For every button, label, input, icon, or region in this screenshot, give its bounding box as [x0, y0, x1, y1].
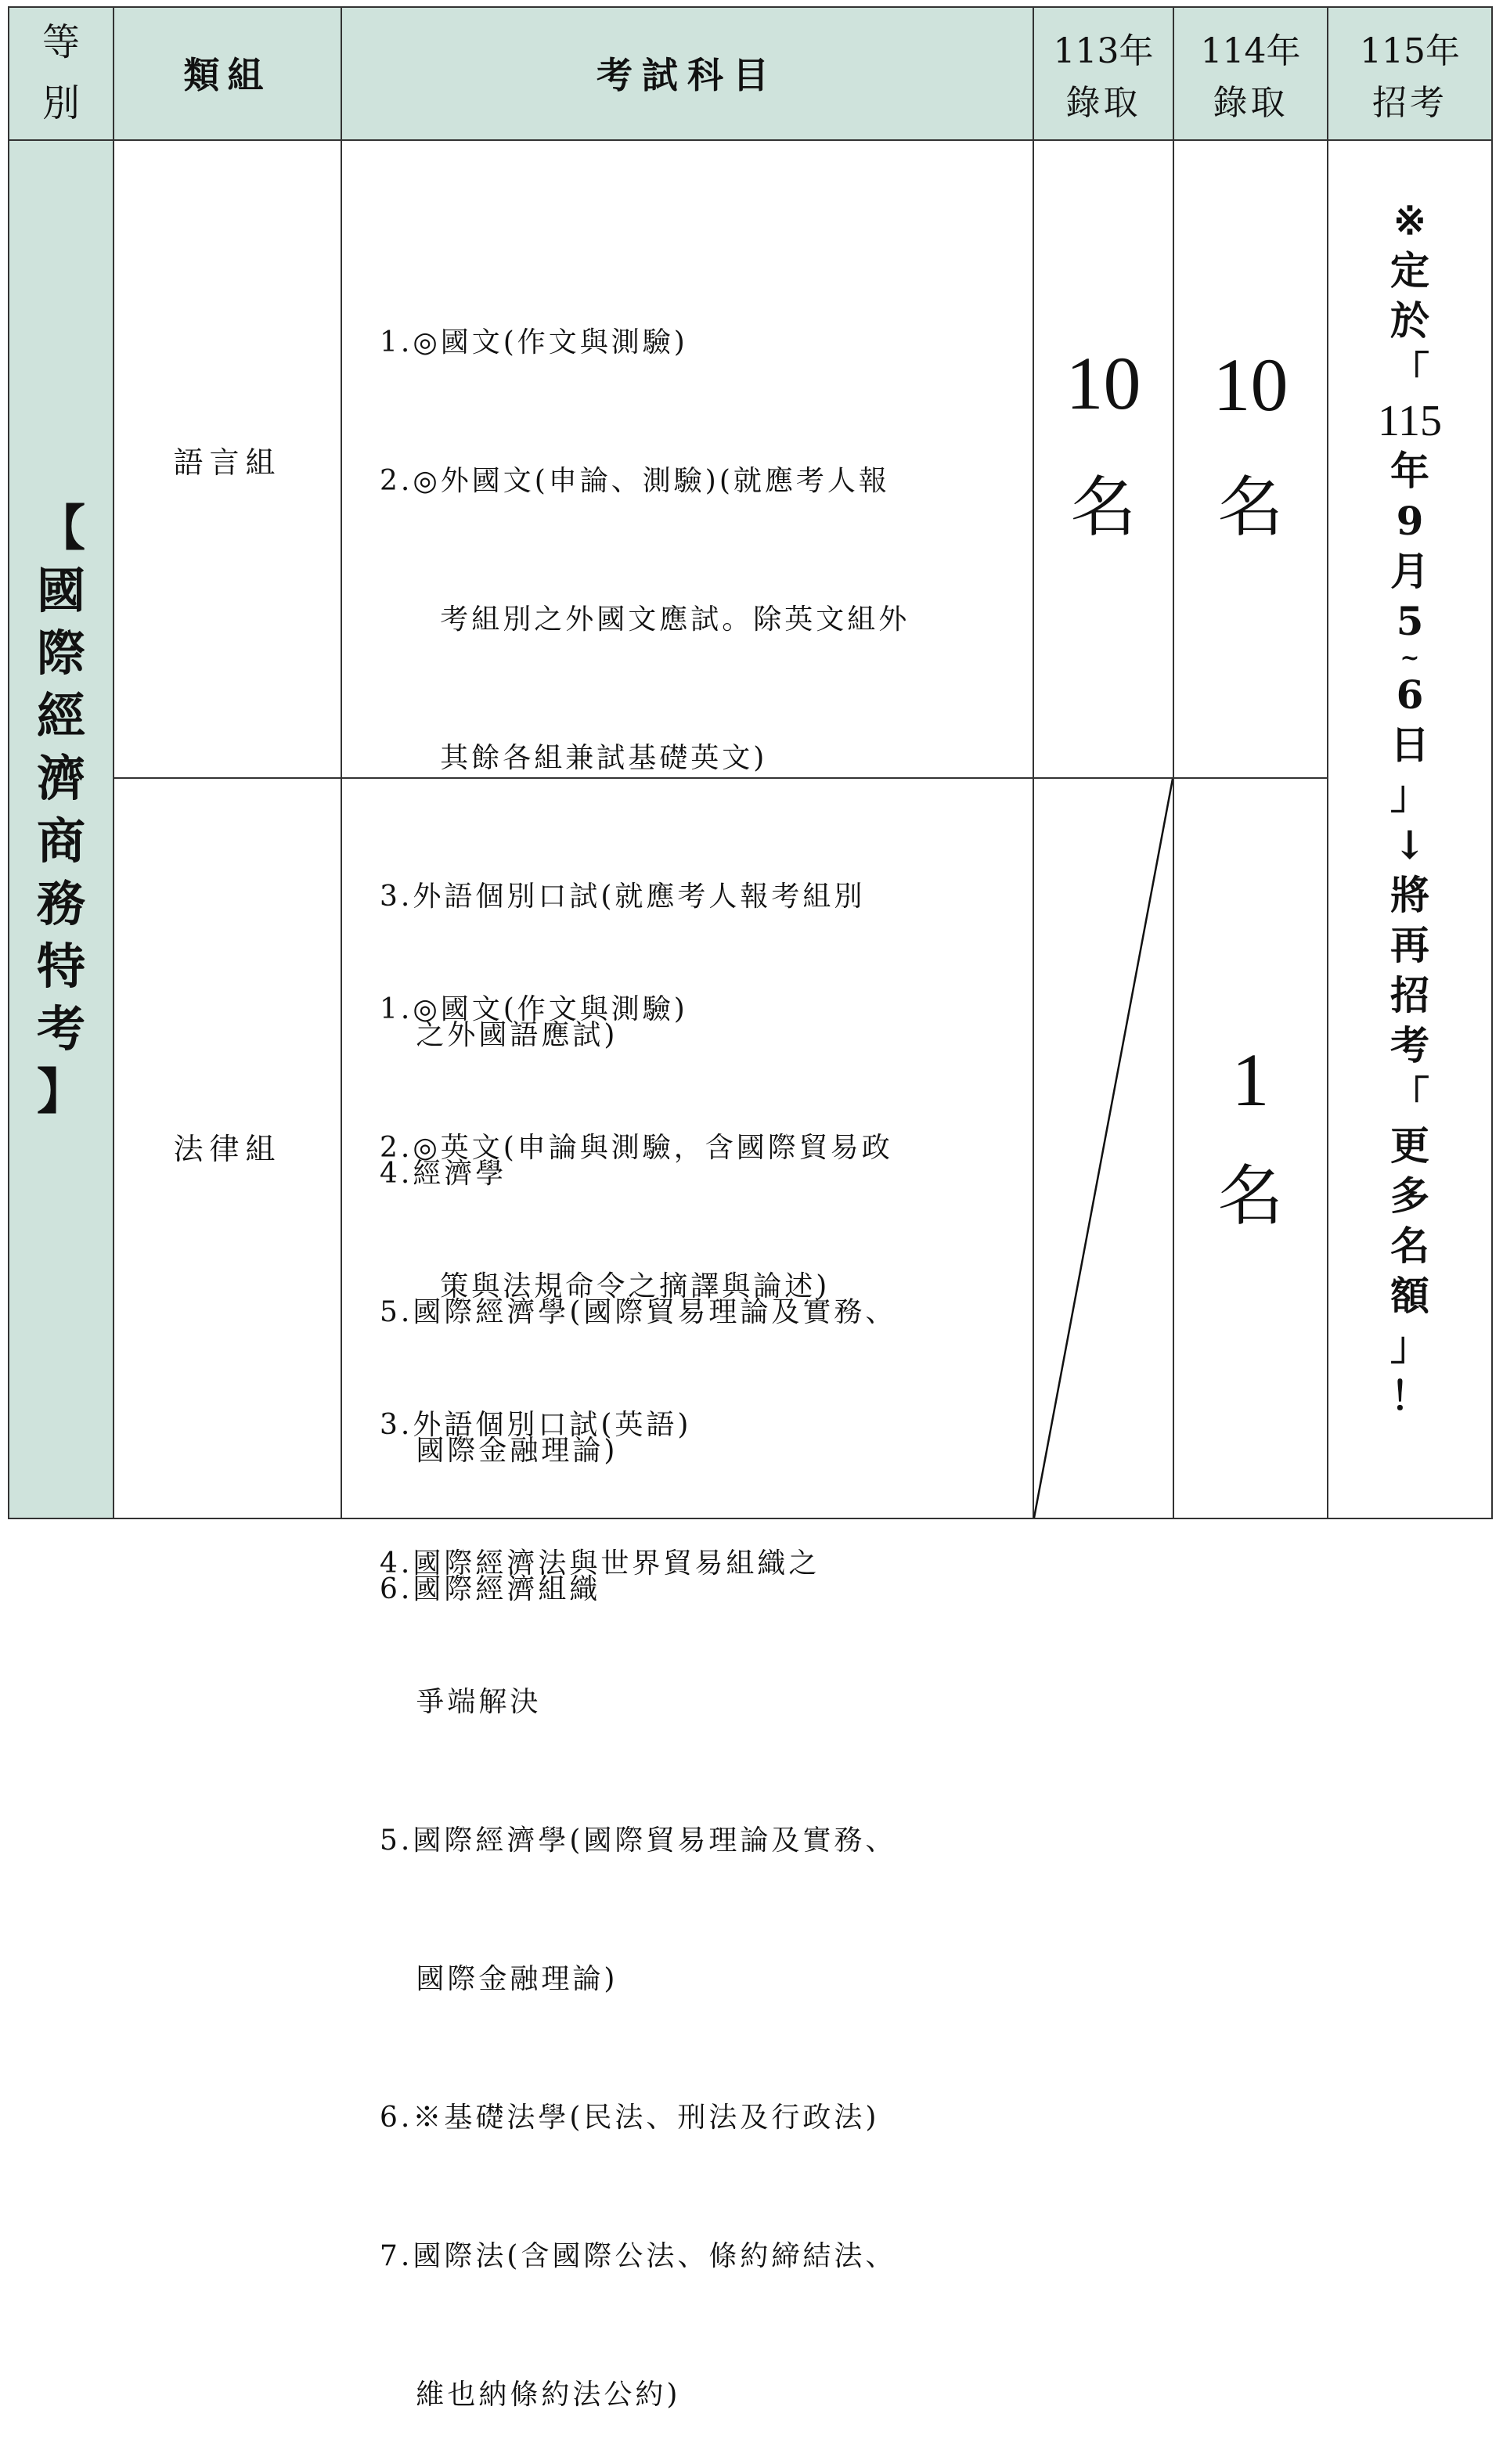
- notice-char: 5: [1396, 598, 1424, 644]
- row1-113-number: 10: [1065, 341, 1141, 425]
- exam-name-char: 【: [36, 499, 85, 557]
- row1-114-number: 10: [1213, 343, 1289, 427]
- row2-category-label: 法律組: [173, 1132, 282, 1166]
- header-level-char-2: 別: [41, 81, 80, 125]
- subject-line: 6.※基礎法學(民法、刑法及行政法): [380, 2102, 880, 2134]
- subject-line: 維也納條約法公約): [380, 2379, 681, 2411]
- exam-name-char: 國: [36, 562, 85, 619]
- subject-line: 國際金融理論): [380, 1963, 618, 1995]
- notice-char: 日: [1390, 722, 1429, 768]
- subject-line: 2.◎英文(申論與測驗，含國際貿易政: [380, 1132, 893, 1164]
- notice-char: 將: [1390, 872, 1429, 918]
- exam-name-char: 商: [36, 812, 85, 870]
- subject-line: 5.國際經濟學(國際貿易理論及實務、: [380, 1825, 897, 1857]
- header-category-label: 類組: [183, 54, 272, 96]
- header-subjects-label: 考試科目: [597, 54, 778, 96]
- notice-115-cell: [1327, 139, 1493, 1519]
- subject-line: 2.◎外國文(申論、測驗)(就應考人報: [380, 465, 890, 497]
- subject-line: 爭端解決: [380, 1686, 542, 1718]
- subject-line: 國際金融理論): [380, 1435, 618, 1467]
- notice-char: ~: [1400, 644, 1420, 672]
- row2-114-number: 1: [1231, 1038, 1270, 1122]
- notice-char: 115: [1378, 397, 1442, 445]
- notice-char: 招: [1390, 972, 1429, 1018]
- notice-char: 」: [1390, 772, 1429, 818]
- notice-char: 」: [1390, 1323, 1429, 1369]
- notice-char: 額: [1390, 1273, 1429, 1319]
- notice-char: ※: [1393, 197, 1426, 243]
- notice-char: 「: [1390, 348, 1429, 394]
- subject-line: 4.國際經濟法與世界貿易組織之: [380, 1547, 820, 1580]
- exam-name-char: 際: [36, 625, 85, 682]
- subject-line: 6.國際經濟組織: [380, 1573, 601, 1605]
- notice-char: 多: [1390, 1173, 1429, 1219]
- header-114-year: 114年: [1200, 31, 1301, 71]
- header-category-cell: [113, 6, 342, 141]
- notice-char: ！: [1390, 1373, 1429, 1419]
- header-113-label: 錄取: [1065, 83, 1141, 123]
- header-level-char-1: 等: [41, 20, 80, 64]
- subject-line: 1.◎國文(作文與測驗): [380, 326, 688, 358]
- subject-line: 7.國際法(含國際公法、條約締結法、: [380, 2240, 897, 2272]
- notice-char: 再: [1390, 922, 1429, 968]
- subject-line: 考組別之外國文應試。除英文組外: [380, 603, 910, 636]
- subject-line: 策與法規命令之摘譯與論述): [380, 1270, 831, 1302]
- notice-char: 更: [1390, 1122, 1429, 1169]
- header-114-label: 錄取: [1213, 83, 1289, 123]
- header-113-year: 113年: [1053, 31, 1154, 71]
- exam-name-char: 】: [36, 1063, 85, 1120]
- notice-char: 「: [1390, 1072, 1429, 1119]
- exam-name-char: 考: [36, 1000, 85, 1057]
- exam-name-cell: [8, 139, 114, 1519]
- header-115-label: 招考: [1372, 83, 1447, 123]
- row2-subject-list: [380, 894, 896, 2464]
- header-114-cell: [1173, 6, 1328, 141]
- header-115-cell: [1327, 6, 1493, 141]
- header-subjects-cell: [341, 6, 1034, 141]
- notice-char: 9: [1396, 498, 1424, 544]
- notice-char: 6: [1396, 672, 1424, 718]
- row1-114-cell: [1173, 139, 1328, 779]
- row1-category-cell: [113, 139, 342, 779]
- row2-113-cell: [1033, 777, 1174, 1519]
- subject-line: 1.◎國文(作文與測驗): [380, 993, 688, 1025]
- subject-line: 其餘各組兼試基礎英文): [380, 742, 768, 774]
- row1-113-cell: [1033, 139, 1174, 779]
- notice-char: 定: [1390, 247, 1429, 294]
- row2-category-cell: [113, 777, 342, 1519]
- exam-name-char: 務: [36, 875, 85, 932]
- notice-115-vertical: [1328, 196, 1491, 1421]
- notice-char: 於: [1390, 297, 1429, 344]
- subject-line: 之外國語應試): [380, 1019, 618, 1051]
- notice-char: 考: [1390, 1022, 1429, 1068]
- row2-114-unit: 名: [1217, 1161, 1284, 1234]
- exam-name-char: 濟: [36, 750, 85, 807]
- down-arrow-icon: ↓: [1393, 822, 1426, 868]
- subject-line: 3.外語個別口試(就應考人報考組別: [380, 881, 866, 913]
- notice-char: 月: [1390, 548, 1429, 594]
- notice-char: 名: [1390, 1223, 1429, 1269]
- subject-line: 3.外語個別口試(英語): [380, 1409, 692, 1441]
- notice-char: 年: [1390, 448, 1429, 494]
- row1-114-unit: 名: [1217, 472, 1284, 545]
- header-level-cell: [8, 6, 114, 141]
- row1-category-label: 語言組: [173, 445, 282, 480]
- header-115-year: 115年: [1360, 31, 1460, 71]
- row2-114-cell: [1173, 777, 1328, 1519]
- subject-line: 4.經濟學: [380, 1158, 507, 1190]
- diagonal-slash-empty-icon: [1033, 777, 1174, 1519]
- exam-name-char: 經: [36, 687, 85, 744]
- row1-113-unit: 名: [1070, 472, 1137, 545]
- header-113-cell: [1033, 6, 1174, 141]
- exam-name-char: 特: [36, 938, 85, 995]
- exam-name-vertical: [9, 497, 113, 1123]
- subject-line: 5.國際經濟學(國際貿易理論及實務、: [380, 1296, 897, 1328]
